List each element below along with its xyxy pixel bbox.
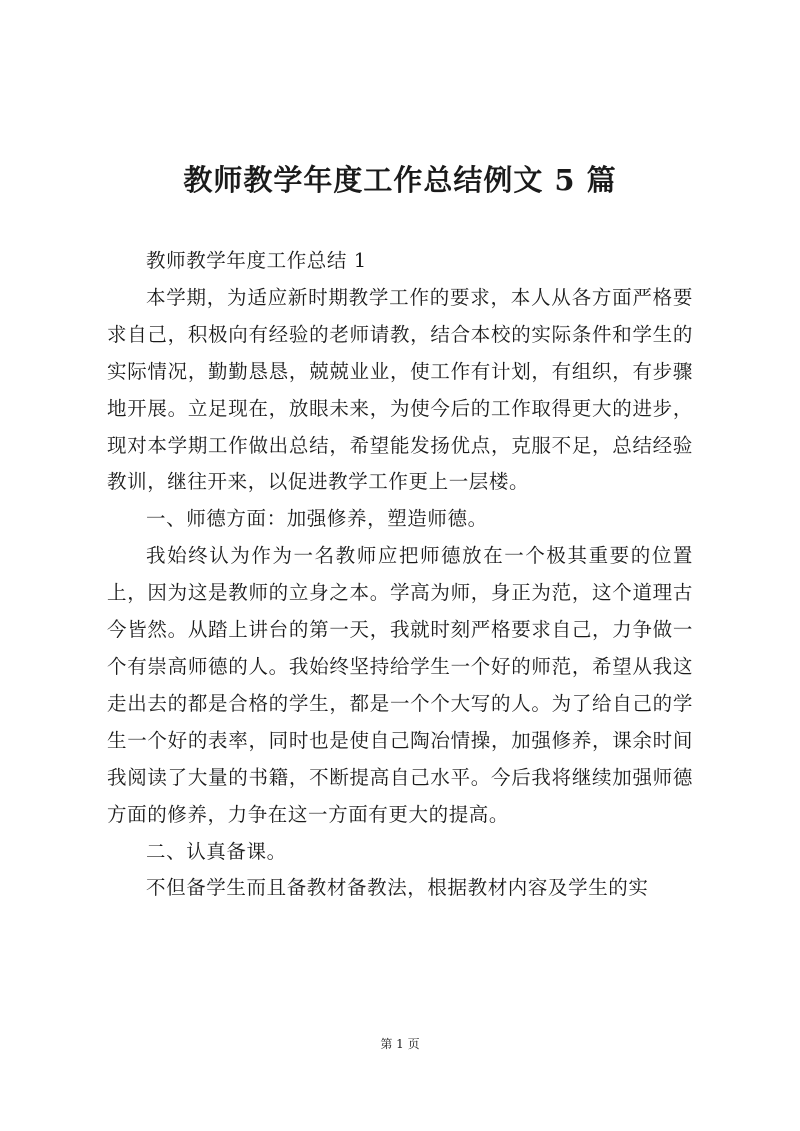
section-heading: 教师教学年度工作总结 1	[146, 249, 367, 272]
section-heading: 二、认真备课。	[146, 839, 287, 863]
page-number: 第 1 页	[380, 1037, 420, 1051]
document-body	[107, 243, 693, 907]
section-heading: 一、师德方面：加强修养，塑造师德。	[146, 507, 488, 531]
body-paragraph: 本学期，为适应新时期教学工作的要求，本人从各方面严格要求自己，积极向有经验的老师请教，结合本校的实际条件和学生的实际情况，勤勤恳恳，兢兢业业，使工作有计划，有组织，有步骤地开展。立足现在，放眼未来，为使今后的工作取得更大的进步，现对本学期工作做出总结，希望能发扬优点，克服不足，总结经验教训，继往开来，以促进教学工作更上一层楼。	[107, 285, 693, 494]
body-paragraph: 我始终认为作为一名教师应把师德放在一个极其重要的位置上，因为这是教师的立身之本。学高为师，身正为范，这个道理古今皆然。从踏上讲台的第一天，我就时刻严格要求自己，力争做一个有崇高师德的人。我始终坚持给学生一个好的师范，希望从我这走出去的都是合格的学生，都是一个个大写的人。为了给自己的学生一个好的表率，同时也是使自己陶冶情操，加强修养，课余时间我阅读了大量的书籍，不断提高自己水平。今后我将继续加强师德方面的修养，力争在这一方面有更大的提高。	[107, 544, 693, 826]
body-paragraph: 不但备学生而且备教材备教法，根据教材内容及学生的实	[146, 876, 649, 900]
document-title: 教师教学年度工作总结例文 5 篇	[183, 163, 617, 197]
